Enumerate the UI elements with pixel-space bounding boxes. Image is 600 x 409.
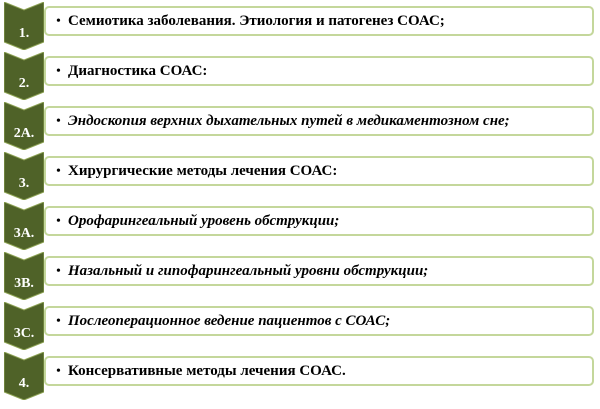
step-number: 3А. [13,226,35,241]
bullet-icon: • [56,14,61,29]
chevron-step-marker [4,252,44,300]
list-item [0,302,600,350]
chevron-step-marker [4,52,44,100]
step-label: Послеоперационное ведение пациентов с СОАС; [68,313,391,329]
step-text-box [44,106,594,136]
step-number: 3. [18,176,30,191]
bullet-icon: • [56,64,61,79]
step-text-box [44,256,594,286]
chevron-step-marker [4,202,44,250]
chevron-step-marker [4,352,44,400]
list-item [0,252,600,300]
bullet-icon: • [56,264,61,279]
bullet-icon: • [56,364,61,379]
step-label: Хирургические методы лечения СОАС: [68,163,338,179]
step-text-box [44,156,594,186]
bullet-icon: • [56,114,61,129]
list-item [0,352,600,400]
step-number: 3С. [13,326,35,341]
step-text-box [44,6,594,36]
chevron-step-marker [4,152,44,200]
step-label: Орофарингеальный уровень обструкции; [68,213,340,229]
step-label: Эндоскопия верхних дыхательных путей в медикаментозном сне; [68,113,510,129]
step-text-box [44,56,594,86]
chevron-step-marker [4,302,44,350]
list-item [0,152,600,200]
step-text-box [44,206,594,236]
step-label: Консервативные методы лечения СОАС. [68,363,346,379]
bullet-icon: • [56,214,61,229]
list-item [0,2,600,50]
step-number: 1. [18,26,30,41]
step-label: Назальный и гипофарингеальный уровни обструкции; [68,263,429,279]
chevron-step-marker [4,102,44,150]
step-text-box [44,356,594,386]
step-number: 4. [18,376,30,391]
bullet-icon: • [56,314,61,329]
step-text-box [44,306,594,336]
list-item [0,202,600,250]
step-number: 3В. [14,276,34,291]
chevron-step-marker [4,2,44,50]
step-label: Семиотика заболевания. Этиология и патогенез СОАС; [68,13,445,29]
step-label: Диагностика СОАС: [68,63,208,79]
list-item [0,52,600,100]
step-number: 2А. [13,126,35,141]
step-number: 2. [18,76,30,91]
list-item [0,102,600,150]
bullet-icon: • [56,164,61,179]
